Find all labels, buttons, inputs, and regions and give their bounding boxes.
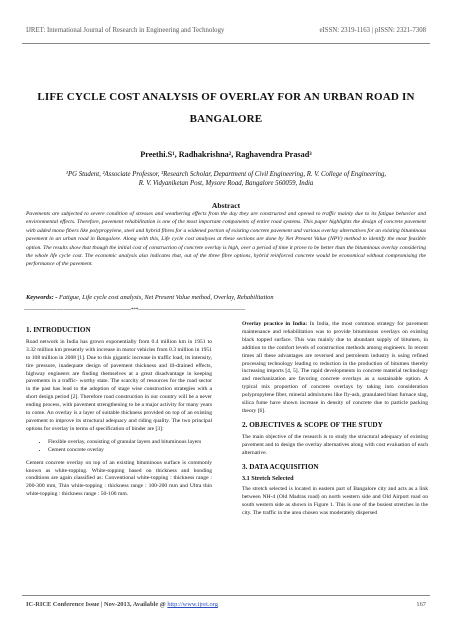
journal-name: IJRET: International Journal of Research in Engineering and Technology (26, 27, 225, 34)
title-line-1: LIFE CYCLE COST ANALYSIS OF OVERLAY FOR AN URBAN ROAD IN (37, 91, 415, 103)
affiliation (30, 170, 422, 188)
overlay-options-list (26, 439, 212, 455)
overlay-practice-paragraph (242, 321, 428, 416)
footer-rule (22, 595, 430, 596)
right-column (242, 321, 428, 523)
left-column (26, 321, 212, 504)
stretch-selected-text: The stretch selected is located in eastern part of Bangalore city and acts as a link between NH-4 (Old Madras road) on north western side and Old Airport road on south western side as shown in Figure 1. This is one of the busiest stretches in the city. The traffic in the area chosen was moderately dispersed (242, 486, 428, 517)
objectives-heading: 2. OBJECTIVES & SCOPE OF THE STUDY (242, 420, 383, 429)
authors: Preethi.S¹, Radhakrishna², Raghavendra Prasad³ (140, 150, 312, 159)
page-header (26, 27, 426, 34)
affiliation-line-1: ¹PG Student, ²Associate Professor, ³Research Scholar, Department of Civil Engineering, R. V. College of Engineering, (65, 171, 387, 178)
page-number: 167 (416, 601, 426, 608)
list-item: • Cement concrete overlay (48, 447, 212, 455)
journal-link[interactable]: http://www.ijret.org (167, 601, 218, 608)
page-footer (26, 601, 426, 608)
keywords (26, 294, 426, 301)
stretch-selected-heading: 3.1 Stretch Selected (242, 475, 294, 483)
intro-paragraph-1: Road network in India has grown exponentially from 0.4 million km in 1951 to 3.32 million km presently with increase in motor vehicles from 0.3 million in 1951 to 108 million in 2008 [1]. Due to this gigantic increase in traffic load, its intensity, tire pressure, inadequate design of pavement thickness and ill-drained effects, highway engineers are finding themselves at a great disadvantage in keeping pavements in a traffic- worthy state. The scarcity of resources for the road sector in the past has lead to the adoption of stage wise construction strategies with a short design period [2]. Therefore road construction in our country will be a never ending process, with pavement strengthening to be a major activity for many years to come. An overlay is a layer of suitable thickness provided on top of an existing pavement to improve its structural adequacy and riding quality. The two principal options for overlay in terms of specification of binder are [3]: (26, 338, 212, 432)
intro-heading: 1. INTRODUCTION (26, 326, 91, 334)
abstract-text: Pavements are subjected to severe condition of stresses and weathering effects from the day they are constructed and opened to traffic mainly due to its fatigue behavior and environmental effects. Therefore, pavement rehabilitation is one of the most important components of entire road systems. This paper highlights the design of concrete pavement with added mono fibers like polypropylene, steel and hybrid fibres for a widened portion of existing concrete pavement and various overlay alternatives for an existing bituminous pavement in an urban road in Bangalore. Along with this, Life cycle cost analyses at these sections are done by Net Present Value (NPV) method to identify the most feasible option. The results show that though the initial cost of construction of concrete overlay is high, over a period of time it prove to be better than the bituminous overlay considering the whole life cycle cost. The economic analysis also indicates that, out of the three fibre options, hybrid reinforced concrete would be economical without compromising the performance of the pavement. (26, 211, 426, 268)
data-acquisition-heading: 3. DATA ACQUISITION (242, 462, 319, 471)
list-item: • Flexible overlay, consisting of granular layers and bituminous layers (48, 439, 212, 447)
objectives-text: The main objective of the research is to study the structural adequacy of existing pavement and to design the overlay alternatives along with cost evaluation of each alternative. (242, 433, 428, 456)
affiliation-line-2: R. V. Vidyaniketan Post, Mysore Road, Bangalore 560059, India (138, 180, 314, 187)
section-separator: ----------------------------------------------------------------------***---------------------------------------------------------------------- (24, 307, 246, 313)
footer-journal: IC-RICE Conference Issue | Nov-2013, Available @ (26, 601, 168, 608)
issn-info: eISSN: 2319-1163 | pISSN: 2321-7308 (319, 27, 426, 34)
paper-title (30, 86, 422, 130)
header-rule (22, 43, 430, 44)
keywords-label: Keywords: - (26, 294, 58, 301)
abstract-heading: Abstract (211, 201, 241, 210)
keywords-list: Fatigue, Life cycle cost analysis, Net Present Value method, Overlay, Rehabilitation (57, 294, 274, 301)
overlay-practice-label: Overlay practice in India: (242, 321, 308, 327)
intro-paragraph-2: Cement concrete overlay on top of an existing bituminous surface is commonly known as white-topping. White-topping based on thickness and bonding conditions are again classified as: Conventional white-topping : thickness range : 200-300 mm, Thin white-topping : thickness range : 100-200 mm and Ultra thin white-topping : thickness range : 50-100 mm. (26, 459, 212, 498)
overlay-practice-text: In India, the most common strategy for pavement maintenance and rehabilitation was to provide bituminous overlays on existing black topped surface. This was mainly due to abundant supply of bitumen, in addition to the comfort levels of construction methods among engineers. In recent times all these advantages are reversed and petroleum industry is using refined processing technology leading to reduction in the production of bitumen thereby increasing imports [4, 5]. The rapid developments in concrete material technology and mechanization are favoring concrete overlays as a sustainable option. A typical mix proportion of concrete overlays by taking into consideration polypropylene fiber, mineral admixtures like fly-ash, granulated blast furnace slag, silica fume have shown increase in density of concrete due to particle packing theory [6]. (242, 321, 428, 414)
title-line-2: BANGALORE (189, 113, 263, 125)
